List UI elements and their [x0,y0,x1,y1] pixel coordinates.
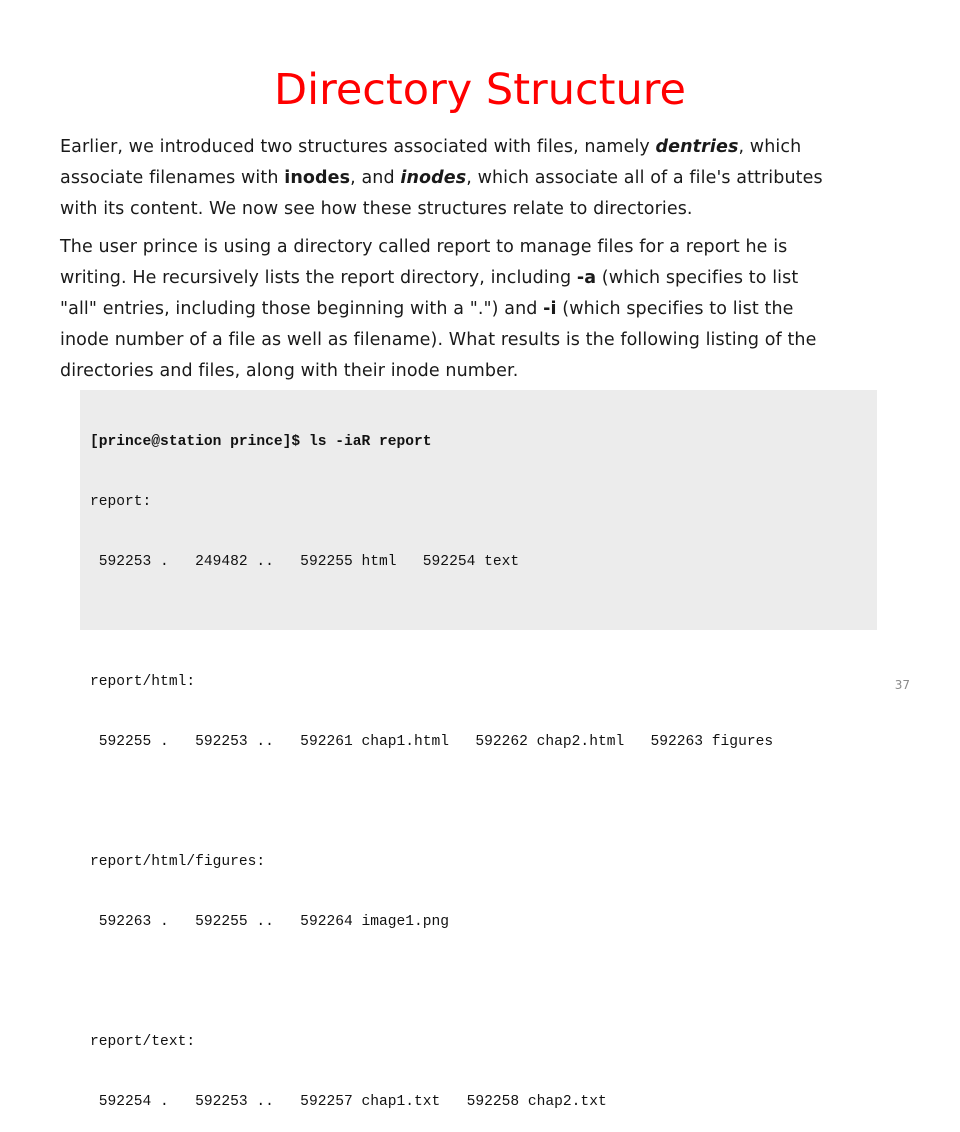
listing-line-5: directories and files, along with their inode number. [60,361,519,381]
intro-line-3 [60,194,906,225]
slide-title: Directory Structure [274,65,686,115]
option-i: -i [543,299,557,319]
terminal-line: report/html: [90,674,196,690]
text-span: (which specifies to list the [556,299,794,319]
text-span: , which associate all of a file's attributes [466,168,823,188]
terminal-line [90,792,877,812]
text-span: with its content. We now see how these structures relate to directories. [60,199,693,219]
intro-line-1 [60,132,906,163]
intro-paragraph [60,132,906,225]
text-span: (which specifies to list [596,268,799,288]
text-span: associate filenames with [60,168,285,188]
terminal-line [90,972,877,992]
text-span: , which [738,137,802,157]
terminal-command: [prince@station prince]$ ls -iaR report [90,434,432,450]
intro-line-2 [60,163,906,194]
slide-number: 37 [894,678,910,692]
listing-line-2 [60,263,906,294]
terminal-line: 592263 . 592255 .. 592264 image1.png [90,914,450,930]
term-inodes: inodes [284,168,351,188]
terminal-line: 592255 . 592253 .. 592261 chap1.html 592262 chap2.html 592263 figures [90,734,774,750]
listing-paragraph [60,232,906,387]
text-span: , and [350,168,401,188]
option-a: -a [576,268,597,288]
listing-line-1: The user prince is using a directory called report to manage files for a report he is [60,237,788,257]
slide-body [60,132,906,394]
terminal-line: report/html/figures: [90,854,266,870]
text-span: Earlier, we introduced two structures associated with files, namely [60,137,656,157]
terminal-line: report/text: [90,1034,196,1050]
listing-line-4: inode number of a file as well as filename). What results is the following listing of the [60,330,817,350]
listing-line-3 [60,294,906,325]
terminal-line: 592253 . 249482 .. 592255 html 592254 text [90,554,520,570]
text-span: writing. He recursively lists the report directory, including [60,268,577,288]
text-span: "all" entries, including those beginning with a ".") and [60,299,544,319]
terminal-listing [80,390,877,1110]
terminal-line: report: [90,494,152,510]
terminal-line [90,612,877,632]
term-inodes-italic: inodes [400,168,467,188]
terminal-line: 592254 . 592253 .. 592257 chap1.txt 592258 chap2.txt [90,1094,607,1110]
term-dentries: dentries [655,137,739,157]
